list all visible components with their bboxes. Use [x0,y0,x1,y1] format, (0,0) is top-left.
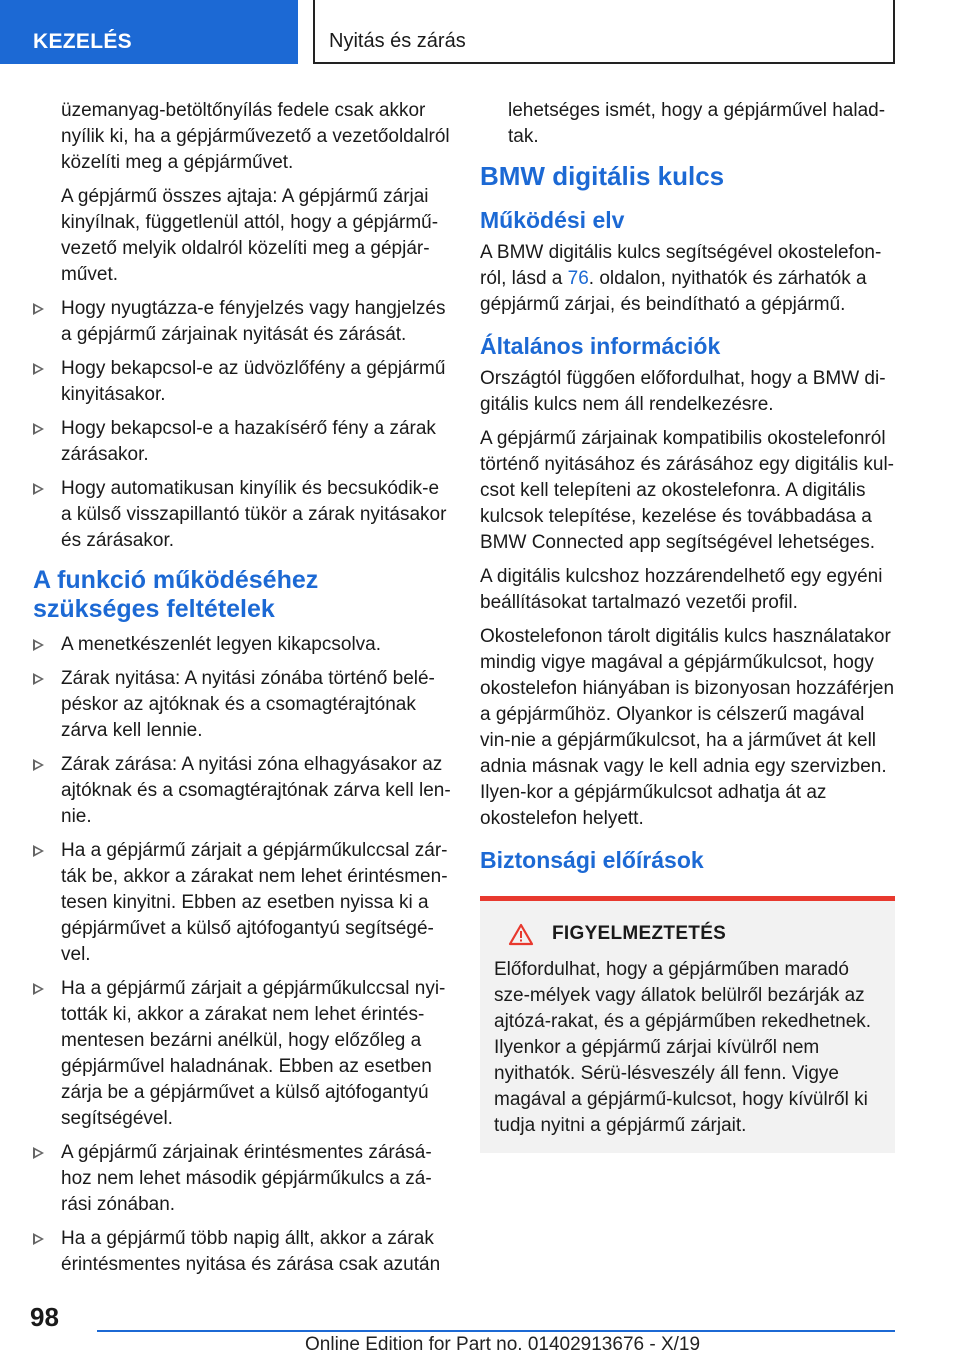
footer-edition-text: Online Edition for Part no. 01402913676 - X/19 [305,1334,701,1355]
left-column [33,98,451,1286]
subheading-principle: Működési elv [480,207,625,233]
list-item-text: Zárak zárása: A nyitási zóna elhagyásakor az ajtóknak és a csomagtérajtónak zárva kell len-nie. [61,754,451,827]
triangle-bullet-icon [33,1147,44,1159]
list-item-text: Ha a gépjármű zárjait a gépjárműkulccsal nyi-tották ki, akkor a zárakat nem lehet érintés-mentesen bezárni anélkül, hogy előzőleg a gépjárművel haladnának. Ebben az esetben zárja be a gépjárművet a külső ajtófogantyú segítségével. [61,978,446,1129]
list-item-text: Hogy automatikusan kinyílik és becsukódik-e a külső visszapillantó tükör a zárak nyitásakor és zárásakor. [61,478,447,551]
page-title: Nyitás és zárás [313,0,895,64]
main-heading: BMW digitális kulcs [480,161,725,191]
list-item-text: Hogy nyugtázza-e fényjelzés vagy hangjelzés a gépjármű zárjainak nyitását és zárását. [61,298,446,345]
info-paragraph: Országtól függően előfordulhat, hogy a BMW di-gitális kulcs nem áll rendelkezésre. [480,368,886,415]
info-paragraph: A digitális kulcshoz hozzárendelhető egy egyéni beállításokat tartalmazó vezetői profil. [480,566,883,613]
list-item-text: Ha a gépjármű több napig állt, akkor a zárak érintésmentes nyitása és zárása csak azután [61,1228,441,1275]
list-item [33,666,451,744]
list-item [33,838,451,968]
warning-header [494,921,881,947]
list-item-text: A menetkészenlét legyen kikapcsolva. [61,634,382,655]
list-item [33,632,451,658]
paragraph-text: A BMW digitális kulcs segítségével okostelefon-ról, lásd a [480,242,882,289]
list-item-text: A gépjármű zárjainak érintésmentes zárásá-hoz nem lehet második gépjárműkulcs a zá-rási zónában. [61,1142,432,1215]
subheading-safety: Biztonsági előírások [480,847,704,873]
list-item-text: Zárak nyitása: A nyitási zónába történő belé-péskor az ajtóknak és a csomagtérajtónak zárva kell lennie. [61,668,435,741]
intro-paragraph: üzemanyag-betöltőnyílás fedele csak akkor nyílik ki, ha a gépjárművezető a vezetőoldalról közelíti meg a gépjárművet. [61,100,450,173]
warning-text: Előfordulhat, hogy a gépjárműben maradó sze-mélyek vagy állatok belülről bezárják az ajtózá-rakat, és a gépjárműben rekedhetnek. Ilyenkor a gépjármű zárjai kívülről nem nyithatók. Sérü-lésveszély áll fenn. Vigye magával a gépjármű-kulcsot, hogy kívülről ki tudja nyitni a gépjármű zárjait. [494,959,872,1136]
list-item [33,476,451,554]
intro-paragraph: A gépjármű összes ajtaja: A gépjármű zárjai kinyílnak, függetlenül attól, hogy a gépjármű-vezető melyik oldalról közelíti meg a gépjár-művet. [61,186,439,285]
page-reference-link[interactable]: 76 [567,268,589,289]
right-column [480,98,895,1153]
list-item [33,1140,451,1218]
triangle-bullet-icon [33,483,44,495]
triangle-bullet-icon [33,303,44,315]
warning-title: FIGYELMEZTETÉS [552,923,727,944]
triangle-bullet-icon [33,983,44,995]
triangle-bullet-icon [33,423,44,435]
triangle-bullet-icon [33,363,44,375]
list-item [33,296,451,348]
triangle-bullet-icon [33,639,44,651]
warning-triangle-icon [508,923,534,946]
subheading-general-info: Általános információk [480,333,721,359]
triangle-bullet-icon [33,1233,44,1245]
list-item [33,752,451,830]
triangle-bullet-icon [33,759,44,771]
warning-box [480,896,895,1153]
list-item [33,976,451,1132]
triangle-bullet-icon [33,673,44,685]
list-item-text: Hogy bekapcsol-e a hazakísérő fény a zárak zárásakor. [61,418,436,465]
principle-paragraph [480,240,895,318]
triangle-bullet-icon [33,845,44,857]
section-heading: A funkció működéséhez szükséges feltételek [33,566,319,623]
list-item-text: Hogy bekapcsol-e az üdvözlőfény a gépjármű kinyitásakor. [61,358,446,405]
list-item [33,416,451,468]
paragraph-text: . oldalon, nyithatók és zárhatók a gépjármű zárjai, és beindítható a gépjármű. [480,268,867,315]
list-item-text: Ha a gépjármű zárjait a gépjárműkulccsal zár-ták be, akkor a zárakat nem lehet érintésmen-tesen kinyitni. Ebben az esetben nyissa ki a gépjárművet a külső ajtófogantyú segítségé-vel. [61,840,448,965]
page-number: 98 [30,1302,59,1332]
list-item [33,356,451,408]
info-paragraph: Okostelefonon tárolt digitális kulcs használatakor mindig vigye magával a gépjárműkulcsot, hogy okostelefon hiányában is bizonyosan hozzáférjen a gépjárműhöz. Olyankor is célszerű magával vin-nie a gépjárműkulcsot, ha a járművet át kell adnia másnak vagy le kell adnia egy szervizben. Ilyen-kor a gépjárműkulcsot adhatja át az okostelefon helyett. [480,626,895,829]
list-item [33,1226,451,1278]
footer-divider [97,1330,895,1332]
section-tab: KEZELÉS [0,0,298,64]
info-paragraph: A gépjármű zárjainak kompatibilis okostelefonról történő nyitásához és zárásához egy digitális kul-csot kell telepíteni az okostelefonra. A digitális kulcsok telepítése, kezelése és továbbadása a BMW Connected app segítségével lehetséges. [480,428,895,553]
continued-paragraph: lehetséges ismét, hogy a gépjárművel halad-tak. [508,100,886,147]
